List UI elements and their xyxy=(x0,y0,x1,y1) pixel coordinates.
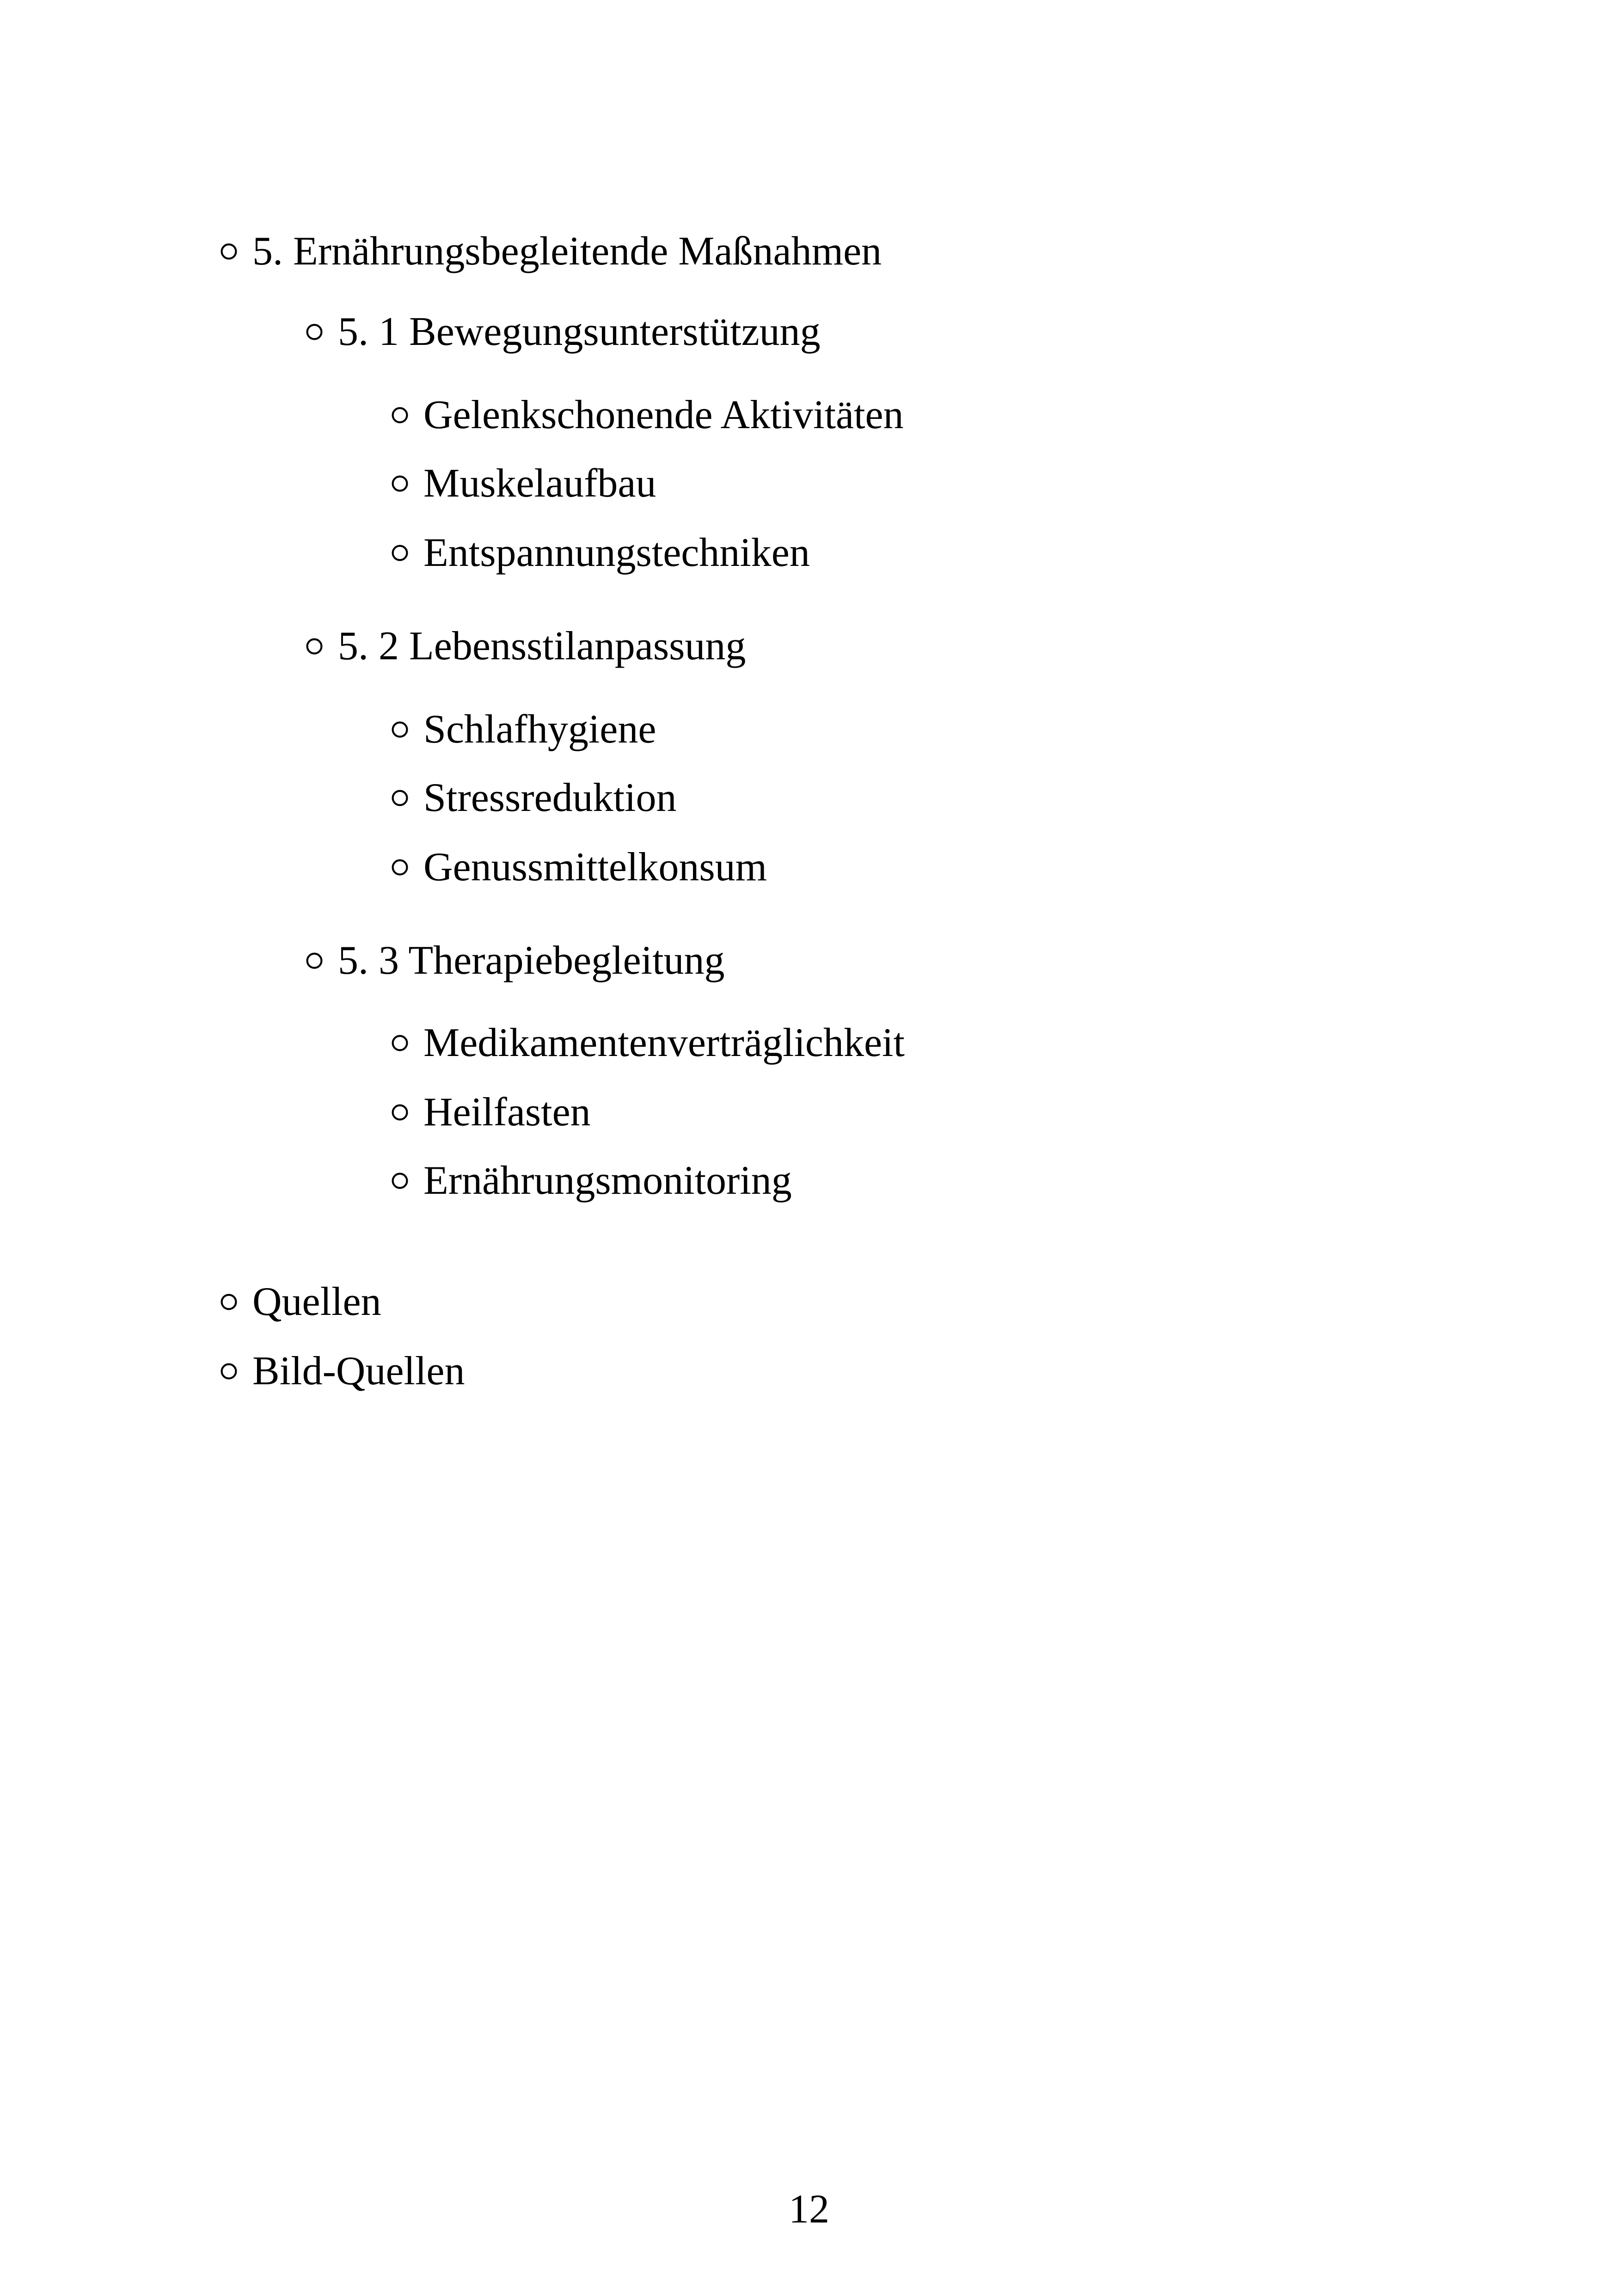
toc-entry-label: Bild-Quellen xyxy=(252,1349,465,1394)
toc-entry-muskelaufbau xyxy=(388,463,656,504)
circle-bullet-icon xyxy=(392,1104,408,1120)
toc-entry-quellen xyxy=(217,1279,381,1324)
circle-bullet-icon xyxy=(392,545,408,561)
circle-bullet-icon xyxy=(221,1294,237,1310)
circle-bullet-icon xyxy=(392,475,408,491)
toc-entry-section-5 xyxy=(217,231,882,272)
circle-bullet-icon xyxy=(392,721,408,737)
toc-entry-label: Muskelaufbau xyxy=(423,461,656,506)
toc-entry-ernaehrungsmonitoring xyxy=(388,1160,792,1201)
toc-entry-section-5-2 xyxy=(303,626,746,667)
toc-entry-stressreduktion xyxy=(388,775,677,820)
toc-entry-label: Genussmittelkonsum xyxy=(423,845,767,890)
toc-entry-section-5-1 xyxy=(303,309,821,354)
page-number: 12 xyxy=(789,2187,829,2232)
circle-bullet-icon xyxy=(392,1035,408,1051)
toc-entry-label: 5. Ernährungsbegleitende Maßnahmen xyxy=(252,229,882,274)
circle-bullet-icon xyxy=(306,952,323,969)
toc-entry-medikamentenvertraeglichkeit xyxy=(388,1020,905,1065)
toc-entry-label: Medikamentenverträglichkeit xyxy=(423,1020,905,1065)
toc-entry-label: Schlafhygiene xyxy=(423,707,656,752)
toc-entry-label: 5. 1 Bewegungsunterstützung xyxy=(338,309,821,354)
toc-entry-label: Ernährungsmonitoring xyxy=(423,1158,792,1203)
toc-entry-label: 5. 3 Therapiebegleitung xyxy=(338,938,725,983)
circle-bullet-icon xyxy=(392,790,408,806)
toc-entry-entspannungstechniken xyxy=(388,530,810,575)
toc-entry-genussmittelkonsum xyxy=(388,847,767,888)
circle-bullet-icon xyxy=(392,407,408,423)
toc-entry-label: Heilfasten xyxy=(423,1090,591,1135)
toc-entry-schlafhygiene xyxy=(388,709,656,750)
circle-bullet-icon xyxy=(221,1363,237,1379)
toc-entry-label: Stressreduktion xyxy=(423,775,677,820)
toc-entry-label: 5. 2 Lebensstilanpassung xyxy=(338,624,746,669)
toc-entry-label: Quellen xyxy=(252,1279,381,1324)
toc-entry-label: Gelenkschonende Aktivitäten xyxy=(423,393,904,437)
circle-bullet-icon xyxy=(306,638,323,654)
circle-bullet-icon xyxy=(392,859,408,875)
circle-bullet-icon xyxy=(392,1173,408,1189)
toc-entry-section-5-3 xyxy=(303,940,725,981)
toc-entry-gelenkschonende-aktivitaeten xyxy=(388,395,904,436)
toc-entry-heilfasten xyxy=(388,1092,591,1133)
circle-bullet-icon xyxy=(221,243,237,259)
toc-entry-label: Entspannungstechniken xyxy=(423,530,810,575)
circle-bullet-icon xyxy=(306,324,323,340)
toc-entry-bild-quellen xyxy=(217,1351,465,1392)
